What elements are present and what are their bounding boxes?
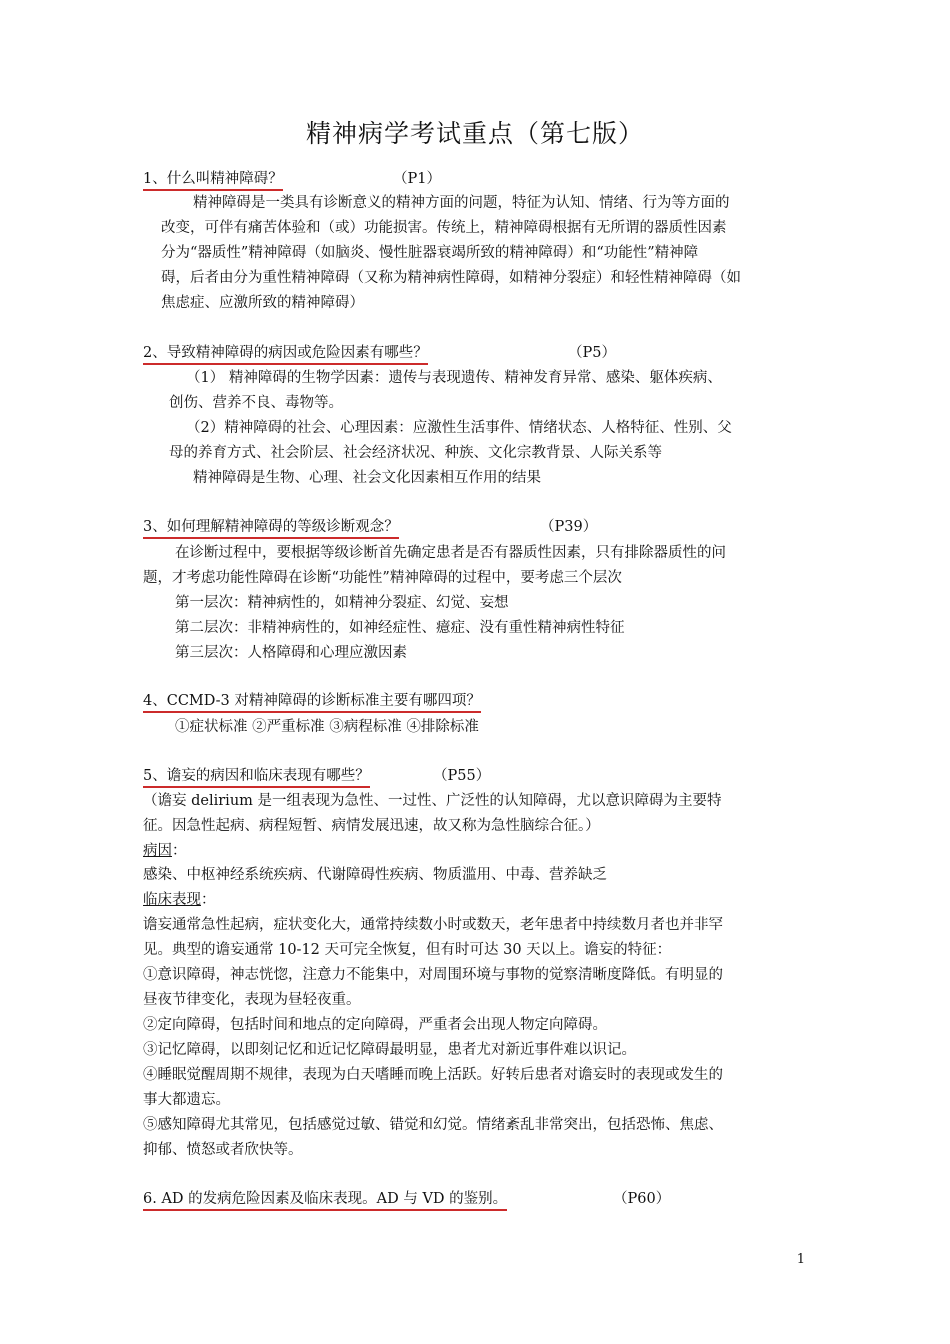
body-line: （谵妄 delirium 是一组表现为急性、一过性、广泛性的认知障碍，尤以意识障碍为主要特 — [143, 793, 722, 809]
body-line: 见。典型的谵妄通常 10-12 天可完全恢复，但有时可达 30 天以上。谵妄的特征： — [143, 942, 672, 958]
body-line: 在诊断过程中，要根据等级诊断首先确定患者是否有器质性因素，只有排除器质性的问 — [175, 545, 726, 561]
page-reference: （P5） — [568, 345, 616, 361]
body-line: 昼夜节律变化，表现为昼轻夜重。 — [143, 992, 361, 1008]
body-line: （2）精神障碍的社会、心理因素：应激性生活事件、情绪状态、人格特征、性别、父 — [186, 420, 732, 436]
question-text: 6. AD 的发病危险因素及临床表现。AD 与 VD 的鉴别。 — [143, 1190, 507, 1211]
subheading-label: 临床表现 — [143, 892, 201, 908]
subheading-clinical — [143, 889, 216, 911]
question-text: 2、导致精神障碍的病因或危险因素有哪些？ — [143, 344, 428, 365]
body-line: 第一层次：精神病性的，如精神分裂症、幻觉、妄想 — [175, 595, 509, 611]
body-line: 谵妄通常急性起病，症状变化大，通常持续数小时或数天，老年患者中持续数月者也并非罕 — [143, 917, 723, 933]
body-line: 母的养育方式、社会阶层、社会经济状况、种族、文化宗教背景、人际关系等 — [169, 445, 662, 461]
body-line: ①症状标准 ②严重标准 ③病程标准 ④排除标准 — [175, 719, 479, 735]
subheading-cause — [143, 840, 187, 862]
question-heading — [143, 690, 481, 712]
body-line: 抑郁、愤怒或者欣快等。 — [143, 1142, 303, 1158]
document-title: 精神病学考试重点（第七版） — [305, 119, 644, 148]
body-line: 征。因急性起病、病程短暂、病情发展迅速，故又称为急性脑综合征。） — [143, 818, 600, 834]
question-text: 4、CCMD-3 对精神障碍的诊断标准主要有哪四项？ — [143, 692, 481, 713]
question-text: 3、如何理解精神障碍的等级诊断观念？ — [143, 518, 399, 539]
body-line: ③记忆障碍，以即刻记忆和近记忆障碍最明显，患者尤对新近事件难以识记。 — [143, 1042, 636, 1058]
page-number: 1 — [796, 1252, 805, 1267]
subheading-label: 病因 — [143, 843, 172, 859]
body-line: 碍，后者由分为重性精神障碍（又称为精神病性障碍，如精神分裂症）和轻性精神障碍（如 — [161, 270, 741, 286]
body-line: 精神障碍是生物、心理、社会文化因素相互作用的结果 — [193, 470, 541, 486]
body-line: 改变，可伴有痛苦体验和（或）功能损害。传统上，精神障碍根据有无所谓的器质性因素 — [161, 220, 727, 236]
body-line: 焦虑症、应激所致的精神障碍） — [161, 295, 364, 311]
question-text: 1、什么叫精神障碍？ — [143, 170, 283, 191]
page-reference: （P60） — [613, 1191, 671, 1207]
body-line: 精神障碍是一类具有诊断意义的精神方面的问题，特征为认知、情绪、行为等方面的 — [193, 195, 730, 211]
body-line: ④睡眠觉醒周期不规律，表现为白天嗜睡而晚上活跃。好转后患者对谵妄时的表现或发生的 — [143, 1067, 723, 1083]
page-reference: （P39） — [540, 519, 598, 535]
body-line: ⑤感知障碍尤其常见，包括感觉过敏、错觉和幻觉。情绪紊乱非常突出，包括恐怖、焦虑、 — [143, 1117, 723, 1133]
question-heading — [143, 168, 441, 190]
body-line: 第三层次：人格障碍和心理应激因素 — [175, 645, 407, 661]
body-line: 第二层次：非精神病性的，如神经症性、癔症、没有重性精神病性特征 — [175, 620, 625, 636]
page-reference: （P55） — [433, 768, 491, 784]
body-line: ②定向障碍，包括时间和地点的定向障碍，严重者会出现人物定向障碍。 — [143, 1017, 607, 1033]
body-line: 创伤、营养不良、毒物等。 — [169, 395, 343, 411]
body-line: 分为“器质性”精神障碍（如脑炎、慢性脏器衰竭所致的精神障碍）和“功能性”精神障 — [161, 245, 699, 261]
body-line: 题，才考虑功能性障碍在诊断“功能性”精神障碍的过程中，要考虑三个层次 — [143, 570, 622, 586]
question-heading — [143, 765, 491, 787]
question-heading — [143, 1188, 671, 1210]
question-heading — [143, 342, 616, 364]
subheading-colon: ： — [172, 843, 187, 859]
body-line: ①意识障碍，神志恍惚，注意力不能集中，对周围环境与事物的觉察清晰度降低。有明显的 — [143, 967, 723, 983]
body-line: 感染、中枢神经系统疾病、代谢障碍性疾病、物质滥用、中毒、营养缺乏 — [143, 867, 607, 883]
subheading-colon: ： — [201, 892, 216, 908]
page-reference: （P1） — [393, 171, 441, 187]
question-heading — [143, 516, 598, 538]
body-line: 事大都遗忘。 — [143, 1092, 230, 1108]
question-text: 5、谵妄的病因和临床表现有哪些？ — [143, 767, 370, 788]
body-line: （1） 精神障碍的生物学因素：遗传与表现遗传、精神发育异常、感染、躯体疾病、 — [186, 370, 722, 386]
